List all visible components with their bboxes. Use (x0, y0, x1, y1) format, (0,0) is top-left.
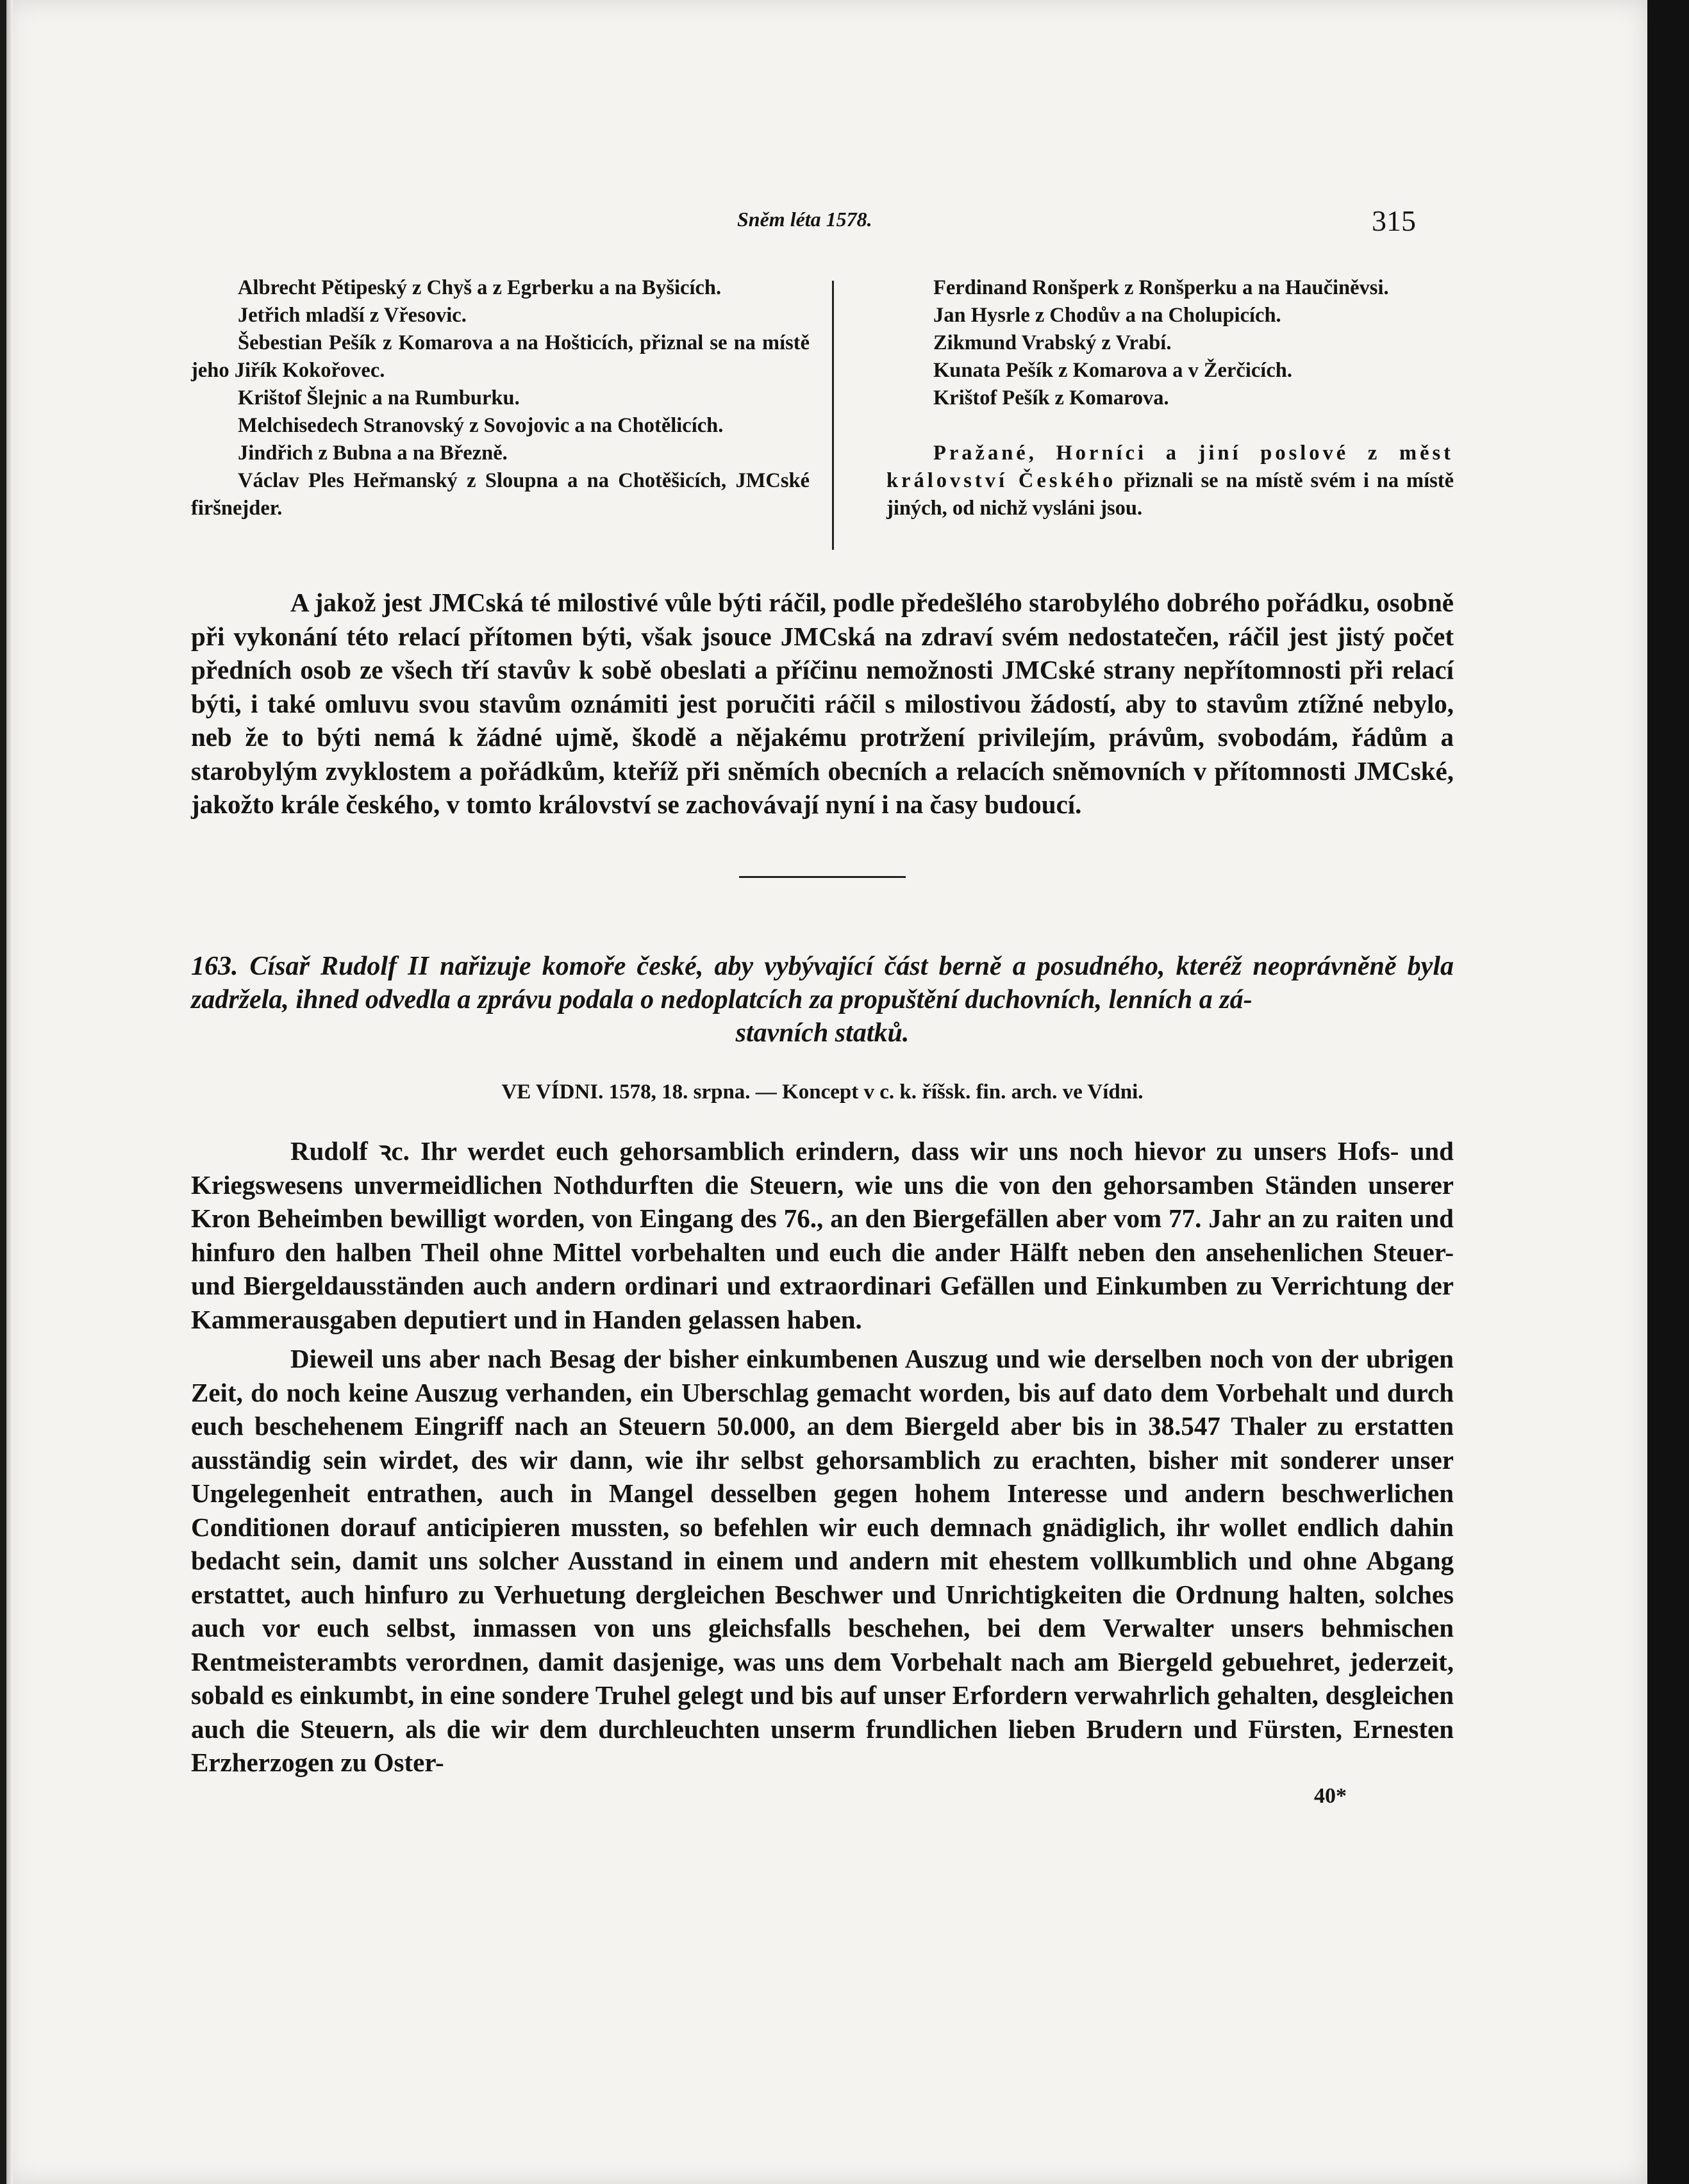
document-heading (191, 950, 1454, 1050)
list-item: Václav Ples Heřmanský z Sloupna a na Chotěšicích, JMCské firšnejder. (191, 469, 810, 520)
page-number: 315 (1372, 204, 1416, 237)
list-item: Šebestian Pešík z Komarova a na Hošticích, přiznal se na místě jeho Jiřík Kokořovec. (191, 331, 810, 382)
section-rule (739, 876, 906, 878)
document-heading-text: Císař Rudolf II nařizuje komoře české, aby vybývající část berně a posudného, kteréž neoprávněně byla zadržela, ihned odvedla a zprávu podala o nedoplatcích za propuštění duchovních, lenních a zá- (191, 952, 1454, 1014)
closing-entry-rest: přiznali se na místě svém i na místě jiných, od nichž vysláni jsou. (886, 469, 1454, 520)
scanned-page (6, 0, 1647, 2184)
running-title: Sněm léta 1578. (737, 208, 872, 231)
attendance-column-right (886, 274, 1454, 522)
list-item: Jan Hysrle z Chodův a na Cholupicích. (933, 304, 1281, 327)
list-item: Zikmund Vrabský z Vrabí. (933, 331, 1172, 354)
paragraph-text: Dieweil uns aber nach Besag der bisher einkumbenen Auszug und wie derselben noch von der ubrigen Zeit, do noch keine Auszug verhanden, ein Uberschlag gemacht worden, bis auf dato dem Vorbehalt und durch euch beschehenem Eingriff nach an Steuern 50.000, an dem Biergeld aber bis in 38.547 Thaler zu erstatten ausständig sein wirdet, des wir dann, wie ihr selbst gehorsamblich zu erachten, bisher mit sonderer unser Ungelegenheit entrathen, auch in Mangel desselben gegen hohem Interesse und andern beschwerlichen Conditionen dorauf anticipieren mussten, so befehlen wir euch demnach gnädiglich, ihr wollet endlich dahin bedacht sein, damit uns solcher Ausstand in einem und andern mit ehestem vollkumblich und ohne Abgang erstattet, auch hinfuro zu Verhuetung dergleichen Beschwer und Unrichtigkeiten die Ordnung halten, solches auch vor euch selbst, inmassen von uns gleichsfalls beschehen, bei dem Verwalter unsers behmischen Rentmeisterambts verordnen, damit dasjenige, was uns dem Vorbehalt nach am Biergeld gebuehret, jederzeit, sobald es einkumbt, in eine sondere Truhel gelegt und bis auf unser Erfordern verwahrlich gehalten, desgleichen auch die Steuern, als die wir dem durchleuchten unserm frundlichen lieben Brudern und Fürsten, Ernesten Erzherzogen zu Oster- (191, 1344, 1454, 1777)
german-paragraph-1 (191, 1134, 1454, 1336)
page-edge-shadow (6, 0, 13, 2184)
signature-mark: 40* (1314, 1784, 1347, 1808)
list-item: Krištof Šlejnic a na Rumburku. (238, 386, 520, 410)
document-number: 163. (191, 952, 238, 981)
closing-entry-spaced: Pražané, Horníci a jiní poslové z měst království Českého (886, 442, 1454, 492)
list-item: Jetřich mladší z Vřesovic. (238, 304, 467, 327)
czech-paragraph (191, 586, 1454, 822)
list-item: Melchisedech Stranovský z Sovojovic a na Chotělicích. (238, 414, 724, 437)
attendance-list (191, 274, 1454, 556)
document-heading-last-line: stavních statků. (735, 1018, 910, 1048)
paragraph-text: A jakož jest JMCská té milostivé vůle býti ráčil, podle předešlého starobylého dobrého pořádku, osobně při vykonání této relací přítomen býti, však jsouce JMCská na zdraví svém nedostatečen, ráčil jest jistý počet předních osob ze všech tří stavův k sobě obeslati a příčinu nemožnosti JMCské strany nepřítomnosti při relací býti, i také omluvu svou stavům oznámiti jest poručiti ráčil s milostivou žádostí, aby to stavům ztížné nebylo, neb že to býti nemá k žádné ujmě, škodě a nějakému protržení privilejím, právům, svobodám, řádům a starobylým zvyklostem a pořádkům, kteříž při sněmích obecních a relacích sněmovních v přítomnosti JMCské, jakožto krále českého, v tomto království se zachovávají nyní i na časy budoucí. (191, 588, 1454, 819)
spacer (886, 412, 1454, 440)
paragraph-text: Rudolf ꝛc. Ihr werdet euch gehorsamblich erindern, dass wir uns noch hievor zu unsers Hofs- und Kriegswesens unvermeidlichen Nothdurften die Steuern, wie uns die von den gehorsamben Ständen unserer Kron Beheimben bewilligt worden, von Eingang des 76., an den Biergefällen aber vom 77. Jahr an zu raiten und hinfuro den halben Theil ohne Mittel vorbehalten und euch die ander Hälft neben den ansehenlichen Steuer- und Biergeldausständen auch andern ordinari und extraordinari Gefällen und Einkumben zu Verrichtung der Kammerausgaben deputiert und in Handen gelassen haben. (191, 1136, 1454, 1334)
closing-entry (886, 440, 1454, 522)
column-divider (832, 281, 834, 550)
attendance-column-left (191, 274, 810, 522)
list-item: Kunata Pešík z Komarova a v Žerčicích. (933, 359, 1292, 382)
page-header (6, 204, 1647, 242)
list-item: Krištof Pešík z Komarova. (933, 386, 1169, 410)
scan-border (1647, 0, 1689, 2184)
german-paragraph-2 (191, 1342, 1454, 1780)
list-item: Jindřich z Bubna a na Březně. (238, 442, 508, 465)
document-source: VE VÍDNI. 1578, 18. srpna. — Koncept v c. k. říšsk. fin. arch. ve Vídni. (501, 1080, 1144, 1104)
list-item: Albrecht Pětipeský z Chyš a z Egrberku a na Byšicích. (238, 276, 722, 299)
list-item: Ferdinand Ronšperk z Ronšperku a na Haučiněvsi. (933, 276, 1389, 299)
